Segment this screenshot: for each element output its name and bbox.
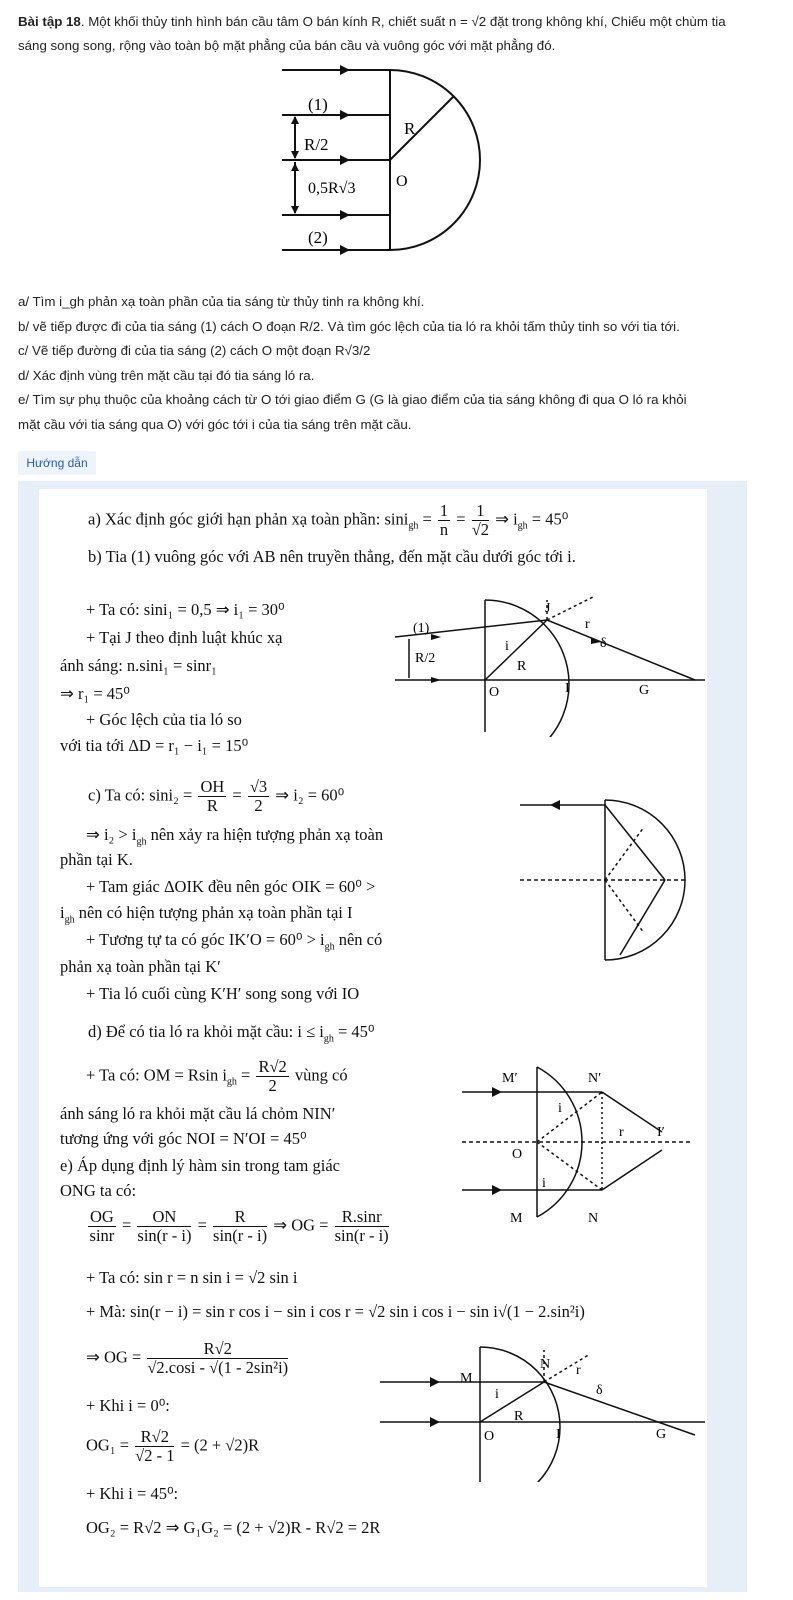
b-label-I: I [565, 681, 570, 696]
diagram-d [462, 1062, 692, 1232]
sol-d4: tương ứng với góc NOI = N′OI = 45⁰ [60, 1129, 307, 1148]
sol-e6: ⇒ OG = $\frac{R√2}{\text{√2.cosi - √(1 - 2sin²i)}}$ [86, 1339, 289, 1377]
fig1-label-dist: 0,5R√3 [308, 180, 356, 197]
sol-e2: ONG ta có: [60, 1181, 137, 1200]
fig1-label-2: (2) [308, 228, 328, 247]
sol-c: c) Ta có: sini₂ = $\frac{OH}{R}$ = $\frac{√3}{2}$ ⇒ i₂ = 60⁰ [88, 777, 345, 815]
diagram-b [395, 592, 705, 737]
fig1-label-o: O [396, 173, 408, 190]
sol-e9: + Khi i = 45⁰: [86, 1484, 179, 1503]
sol-c8: + Tia ló cuối cùng K′H′ song song với IO [86, 984, 360, 1003]
b-label-i: i [505, 639, 509, 654]
b-label-o: O [489, 685, 500, 700]
b-label-r2: R/2 [415, 651, 436, 666]
sol-d3: ánh sáng ló ra khỏi mặt cầu lá chỏm NIN′ [60, 1104, 336, 1123]
sol-e7: + Khi i = 0⁰: [86, 1396, 170, 1415]
sol-b: b) Tia (1) vuông góc với AB nên truyền thẳng, đến mặt cầu dưới góc tới i. [88, 547, 576, 566]
problem-text: . Một khối thủy tinh hình bán cầu tâm O bán kính R, chiết suất n = √2 đặt trong không khí, Chiếu một chùm tia sáng song song, rộng vào toàn bộ mặt phẳng của bán cầu và vuông góc với mặt phẳng đó. [18, 14, 726, 53]
e-label-i: i [495, 1387, 499, 1402]
part-a: a/ Tìm i_gh phản xạ toàn phần của tia sáng từ thủy tinh ra không khí. [18, 294, 425, 309]
sol-e3: $\frac{OG}{\sin r}$ = $\frac{ON}{\sin(r - i)}$ = $\frac{R}{\sin(r - i)}$ ⇒ OG = $\frac{R.\sin r}{\sin(r - i)}$ [89, 1207, 389, 1245]
fig1-label-half-r: R/2 [304, 135, 329, 154]
sol-b4: ⇒ r₁ = 45⁰ [60, 684, 130, 703]
b-label-j: J [545, 601, 551, 616]
fig1-label-1: (1) [308, 95, 328, 114]
e-label-o: O [484, 1429, 495, 1444]
sol-b1: + Ta có: sini₁ = 0,5 ⇒ i₁ = 30⁰ [86, 600, 285, 619]
fig1-label-r: R [404, 119, 416, 138]
sol-e4: + Ta có: sin r = n sin i = √2 sin i [86, 1268, 298, 1287]
d-label-n: N [588, 1211, 599, 1226]
sol-e: e) Áp dụng định lý hàm sin trong tam giác [60, 1156, 340, 1175]
part-e-cont: mặt cầu với tia sáng qua O) với góc tới i của tia sáng trên mặt cầu. [18, 416, 412, 432]
d-label-n1: N′ [588, 1071, 602, 1086]
sol-b2: + Tại J theo định luật khúc xạ [86, 628, 283, 647]
part-e: e/ Tìm sự phụ thuộc của khoảng cách từ O tới giao điểm G (G là giao điểm của tia sáng không đi qua O ló ra khỏi [18, 392, 687, 407]
e-label-m: M [460, 1371, 473, 1386]
b-label-r: r [585, 617, 590, 632]
d-label-i1: i [558, 1101, 562, 1116]
d-label-r: r [619, 1125, 624, 1140]
problem-statement [18, 10, 758, 58]
sol-c2: ⇒ $i_2 > i_{gh}$ nên xảy ra hiện tượng phản xạ toàn [86, 825, 384, 848]
e-label-delta: δ [596, 1383, 603, 1398]
sol-d: d) Để có tia ló ra khỏi mặt cầu: $i \le i_{gh} = 45^0$ [88, 1022, 375, 1045]
part-d: d/ Xác định vùng trên mặt cầu tại đó tia sáng ló ra. [18, 367, 315, 383]
sol-d2: + Ta có: OM = Rsin $i_{gh}$ = $\frac{R√2}{2}$ vùng có [86, 1057, 348, 1095]
sol-c6: + Tương tự ta có góc $IK'O = 60^0 > i_{gh}$ nên có [86, 930, 383, 953]
e-label-R: R [514, 1409, 524, 1424]
e-label-G: G [656, 1427, 667, 1442]
sol-c3: phần tại K. [60, 850, 133, 869]
sol-b6: với tia tới ΔD = r₁ − i₁ = 15⁰ [60, 736, 249, 755]
diagram-c [520, 795, 690, 965]
sol-e5: + Mà: sin(r − i) = sin r cos i − sin i cos r = √2 sin i cos i − sin i√(1 − 2.sin²i) [86, 1302, 585, 1321]
diagram-e [380, 1342, 705, 1482]
sol-c7: phản xạ toàn phần tại K′ [60, 957, 221, 976]
d-label-i2: i [542, 1176, 546, 1191]
sol-b5: + Góc lệch của tia ló so [86, 710, 242, 729]
e-label-r: r [576, 1363, 581, 1378]
part-c: c/ Vẽ tiếp đường đi của tia sáng (2) cách O một đoạn R√3/2 [18, 343, 371, 358]
figure-hemisphere [270, 60, 510, 260]
d-label-m1: M′ [502, 1071, 518, 1086]
hint-button[interactable]: Hướng dẫn [18, 451, 96, 475]
sol-c4: + Tam giác ΔOIK đều nên góc OIK = 60⁰ > [86, 877, 376, 896]
question-parts [18, 290, 758, 437]
part-b: b/ vẽ tiếp được đi của tia sáng (1) cách O đoạn R/2. Và tìm góc lệch của tia ló ra khỏi tấm thủy tinh so với tia tới. [18, 318, 680, 334]
e-label-n: N [540, 1357, 551, 1372]
d-label-I1: I′ [657, 1125, 665, 1140]
b-label-1: (1) [413, 621, 430, 636]
d-label-m: M [510, 1211, 523, 1226]
problem-label: Bài tập 18 [18, 14, 81, 29]
sol-c5: $i_{gh}$ nên có hiện tượng phản xạ toàn phần tại I [60, 903, 353, 926]
b-label-R: R [517, 659, 527, 674]
sol-e8: OG₁ = $\frac{R√2}{√2 - 1}$ = (2 + √2)R [86, 1427, 260, 1465]
e-label-I: I [556, 1427, 561, 1442]
d-label-o: O [512, 1147, 523, 1162]
sol-b3: ánh sáng: n.sini₁ = sinr₁ [60, 656, 217, 675]
sol-e10: OG₂ = R√2 ⇒ G₁G₂ = (2 + √2)R - R√2 = 2R [86, 1518, 381, 1537]
b-label-delta: δ [600, 636, 607, 651]
b-label-G: G [639, 683, 650, 698]
sol-a: a) Xác định góc giới hạn phản xạ toàn phần: sini$_{gh}$ = $\frac{1}{n}$ = $\frac{1}{√2}$ ⇒ $i_{gh} = 45^0$ [88, 501, 569, 539]
